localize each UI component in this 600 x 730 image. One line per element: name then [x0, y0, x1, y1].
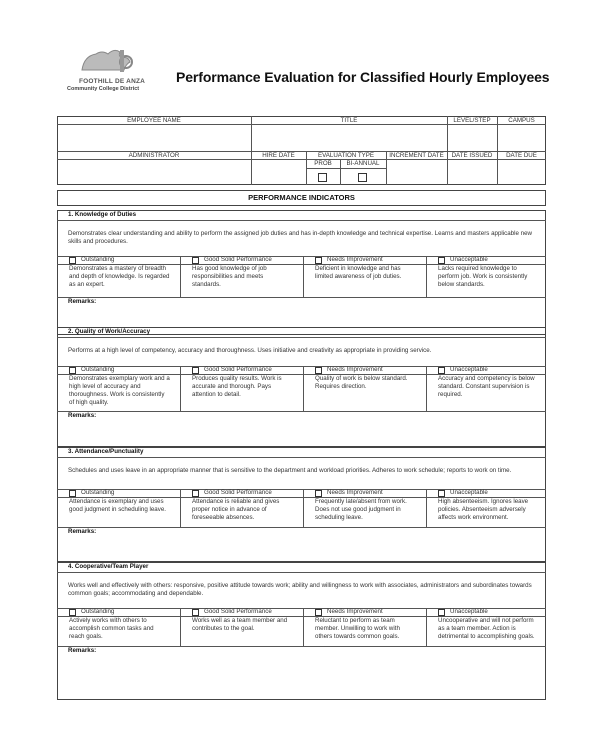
logo-line-1: FOOTHILL DE ANZA — [79, 78, 146, 85]
title-label: TITLE — [340, 117, 358, 124]
prob-label: PROB — [314, 160, 332, 167]
remarks-field[interactable] — [58, 537, 545, 561]
rating-description: High absenteeism. Ignores leave policies. Absenteeism adversely affects work environment. — [438, 498, 529, 521]
section-heading: 1. Knowledge of Duties — [68, 211, 137, 218]
rating-label: Unacceptable — [450, 366, 488, 373]
bi-annual-label: BI-ANNUAL — [346, 160, 380, 167]
rating-label: Needs Improvement — [327, 366, 383, 373]
rating-label: Good Solid Performance — [204, 608, 272, 615]
rating-checkbox-0[interactable] — [69, 257, 76, 264]
hire-date-label: HIRE DATE — [262, 152, 295, 159]
section-description: Performs at a high level of competency, accuracy and thoroughness. Uses initiative and creativity as appropriate in providing service. — [68, 347, 432, 354]
administrator-label: ADMINISTRATOR — [128, 152, 180, 159]
rating-checkbox-1[interactable] — [192, 257, 199, 264]
section-heading: 4. Cooperative/Team Player — [68, 563, 149, 570]
prob-checkbox[interactable] — [318, 173, 327, 182]
rating-label: Unacceptable — [450, 256, 488, 263]
rating-description: Works well as a team member and contributes to the goal. — [192, 617, 288, 632]
rating-label: Needs Improvement — [327, 489, 383, 496]
remarks-label: Remarks: — [68, 298, 97, 305]
rating-checkbox-1[interactable] — [192, 367, 199, 374]
remarks-label: Remarks: — [68, 647, 97, 654]
increment-date-label: INCREMENT DATE — [389, 152, 444, 159]
rating-label: Outstanding — [81, 256, 115, 263]
rating-checkbox-2[interactable] — [315, 609, 322, 616]
rating-checkbox-0[interactable] — [69, 609, 76, 616]
rating-description: Has good knowledge of job responsibilities and meets standards. — [192, 265, 267, 288]
district-logo — [64, 46, 159, 96]
rating-checkbox-2[interactable] — [315, 367, 322, 374]
rating-label: Good Solid Performance — [204, 366, 272, 373]
section-description: Schedules and uses leave in an appropriate manner that is sensitive to the department and workload priorities. Adheres to work schedule; reports to work on time. — [68, 467, 512, 474]
rating-checkbox-1[interactable] — [192, 490, 199, 497]
horse-emblem-icon — [76, 46, 138, 76]
rating-description: Frequently late/absent from work. Does not use good judgment in scheduling leave. — [315, 498, 407, 521]
rating-description: Produces quality results. Work is accurate and thorough. Pays attention to detail. — [192, 375, 282, 398]
rating-checkbox-3[interactable] — [438, 490, 445, 497]
rating-label: Outstanding — [81, 366, 115, 373]
section-heading: 2. Quality of Work/Accuracy — [68, 328, 151, 335]
rating-checkbox-3[interactable] — [438, 257, 445, 264]
rating-checkbox-2[interactable] — [315, 257, 322, 264]
rating-checkbox-3[interactable] — [438, 367, 445, 374]
logo-line-2: Community College District — [67, 86, 140, 92]
remarks-field[interactable] — [58, 421, 545, 446]
bi-annual-checkbox[interactable] — [358, 173, 367, 182]
rating-checkbox-2[interactable] — [315, 490, 322, 497]
page-title: Performance Evaluation for Classified Hourly Employees — [176, 69, 550, 85]
section-heading: 3. Attendance/Punctuality — [68, 448, 144, 455]
rating-checkbox-3[interactable] — [438, 609, 445, 616]
rating-description: Uncooperative and will not perform as a team member. Action is detrimental to accomplishing goals. — [438, 617, 535, 640]
rating-description: Attendance is exemplary and uses good judgment in scheduling leave. — [69, 498, 167, 513]
rating-label: Needs Improvement — [327, 608, 383, 615]
section-description: Works well and effectively with others: responsive, positive attitude towards work; ability and willingness to work with associates, administrators and subordinates towards common goals; accommodating and dependable. — [68, 582, 532, 597]
rating-label: Unacceptable — [450, 608, 488, 615]
indicators-heading: PERFORMANCE INDICATORS — [248, 193, 355, 202]
rating-label: Good Solid Performance — [204, 256, 272, 263]
evaluation-type-label: EVALUATION TYPE — [317, 152, 375, 159]
rating-description: Attendance is reliable and gives proper notice in advance of foreseeable absences. — [192, 498, 280, 521]
rating-description: Demonstrates a mastery of breadth and depth of knowledge. Is regarded as an expert. — [69, 265, 170, 288]
remarks-label: Remarks: — [68, 528, 97, 535]
rating-description: Deficient in knowledge and has limited awareness of job duties. — [315, 265, 402, 280]
date-issued-label: DATE ISSUED — [451, 152, 493, 159]
campus-label: CAMPUS — [508, 117, 535, 124]
rating-description: Lacks required knowledge to perform job. Work is consistently below standards. — [438, 265, 528, 288]
rating-label: Needs Improvement — [327, 256, 383, 263]
rating-checkbox-0[interactable] — [69, 490, 76, 497]
rating-description: Actively works with others to accomplish common tasks and reach goals. — [69, 617, 154, 640]
rating-label: Good Solid Performance — [204, 489, 272, 496]
section-description: Demonstrates clear understanding and ability to perform the assigned job duties and has in-depth knowledge and technical expertise. Learns and masters applicable new skills and procedures. — [68, 230, 532, 245]
rating-description: Reluctant to perform as team member. Unwilling to work with others towards common goals. — [315, 617, 400, 640]
rating-checkbox-0[interactable] — [69, 367, 76, 374]
rating-description: Quality of work is below standard. Requires direction. — [315, 375, 408, 390]
remarks-label: Remarks: — [68, 412, 97, 419]
rating-description: Demonstrates exemplary work and a high level of accuracy and thoroughness. Work is consistently of high quality. — [69, 375, 170, 406]
remarks-field[interactable] — [58, 656, 545, 699]
rating-description: Accuracy and competency is below standard. Constant supervision is required. — [438, 375, 535, 398]
rating-label: Outstanding — [81, 489, 115, 496]
employee-name-label: EMPLOYEE NAME — [127, 117, 181, 124]
rating-label: Unacceptable — [450, 489, 488, 496]
rating-checkbox-1[interactable] — [192, 609, 199, 616]
level-step-label: LEVEL/STEP — [453, 117, 491, 124]
rating-label: Outstanding — [81, 608, 115, 615]
date-due-label: DATE DUE — [506, 152, 537, 159]
